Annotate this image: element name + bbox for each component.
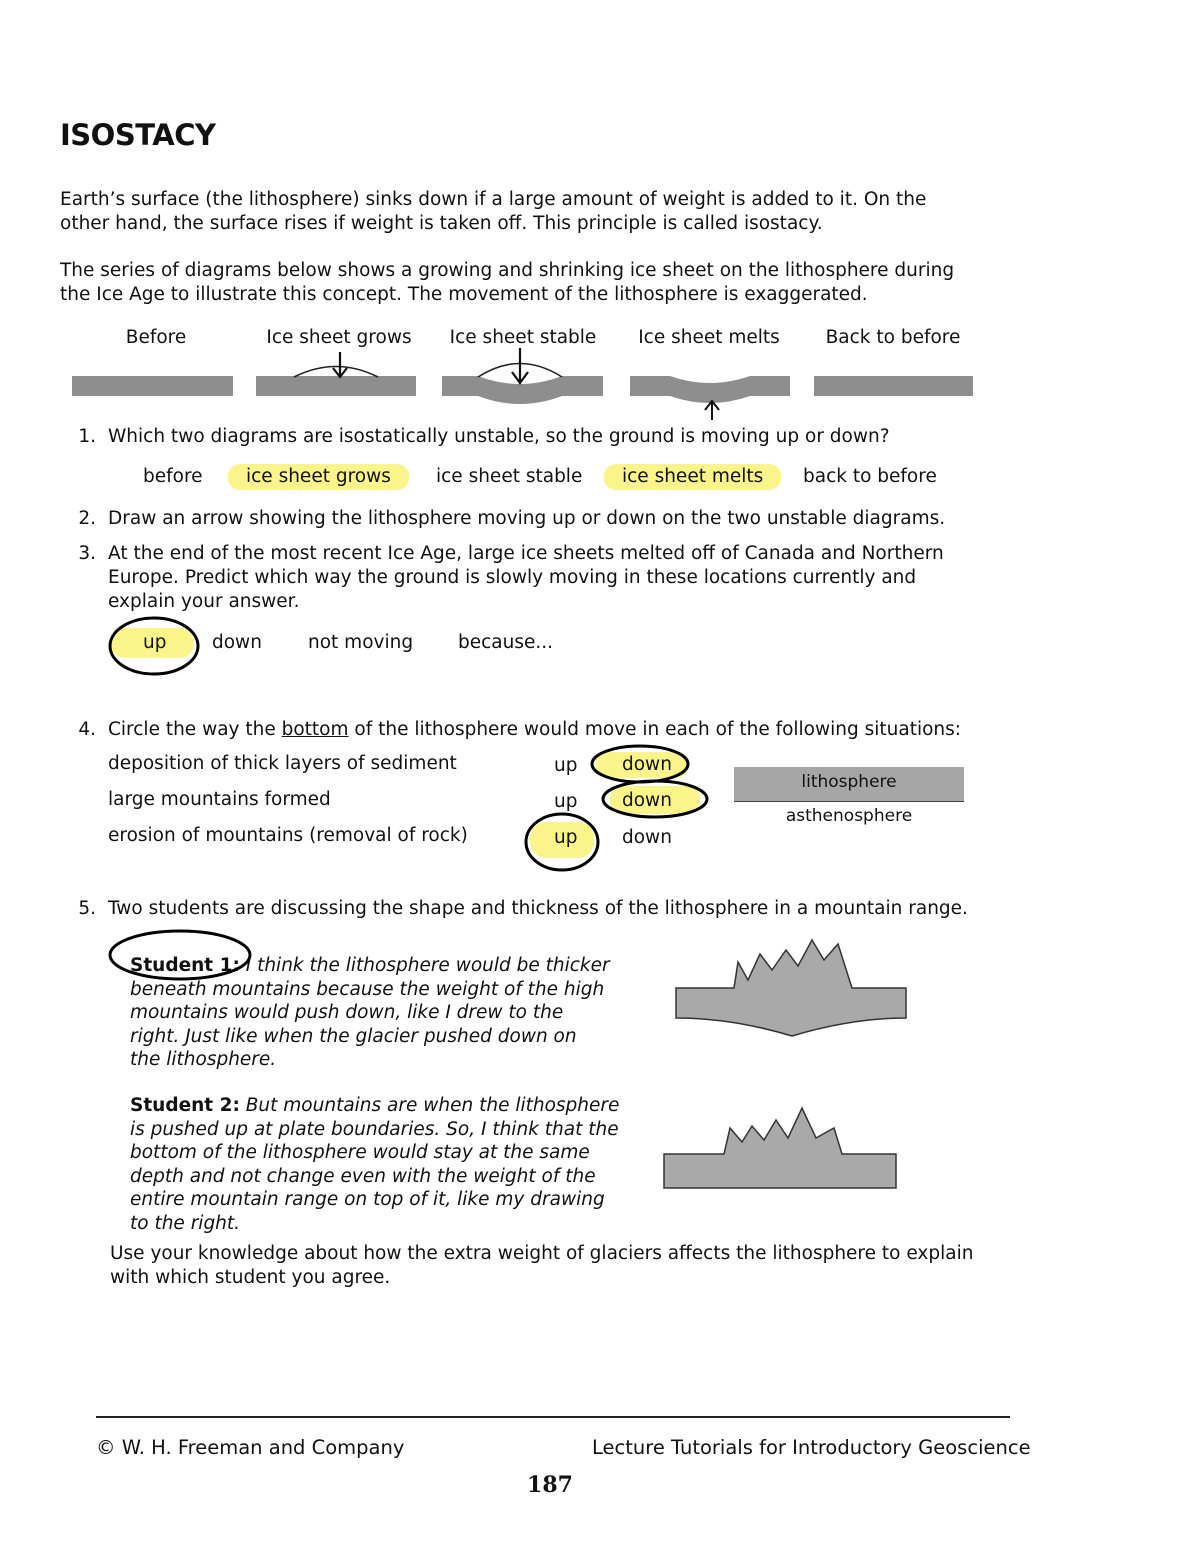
- diagram-label-before: Before: [125, 327, 187, 348]
- diagram-label-grows: Ice sheet grows: [266, 327, 412, 348]
- q3-line2: Europe. Predict which way the ground is slowly moving in these locations currently and: [108, 567, 917, 588]
- circle-q4-row3-up: [526, 814, 598, 870]
- footer-copyright: © W. H. Freeman and Company: [96, 1436, 405, 1459]
- diagram-label-stable: Ice sheet stable: [449, 327, 597, 348]
- q4-row3-situation: erosion of mountains (removal of rock): [108, 825, 468, 846]
- student1-statement: Student 1: I think the lithosphere would be thicker beneath mountains because the weight of the high mountains would push down, like I drew to the right. Just like when the glacier pushed down on the lithosphere.: [130, 955, 610, 1070]
- q3-option-down[interactable]: down: [212, 632, 262, 653]
- q5-conclusion: Use your knowledge about how the extra weight of glaciers affects the lithosphere to explain with which student you agree.: [110, 1243, 974, 1288]
- q2-number: 2.: [78, 508, 96, 529]
- q1-option-before[interactable]: before: [143, 466, 203, 487]
- asthenosphere-label: asthenosphere: [785, 806, 913, 826]
- q4-row2-up[interactable]: up: [554, 791, 578, 812]
- q4-row1-up[interactable]: up: [554, 755, 578, 776]
- circle-q4-row2-down: [603, 781, 707, 817]
- q4-text: Circle the way the bottom of the lithosphere would move in each of the following situations:: [108, 719, 962, 740]
- q4-underlined-word: bottom: [281, 719, 349, 740]
- diagram-label-melts: Ice sheet melts: [638, 327, 780, 348]
- q4-row2-down[interactable]: down: [622, 790, 672, 811]
- page-title: ISOSTACY: [60, 118, 216, 152]
- diagram-label-back: Back to before: [825, 327, 961, 348]
- intro-p2-line1: The series of diagrams below shows a growing and shrinking ice sheet on the lithosphere during: [60, 260, 955, 281]
- q3-number: 3.: [78, 543, 96, 564]
- student2-label: Student 2:: [130, 1095, 240, 1116]
- q4-number: 4.: [78, 719, 96, 740]
- student1-label: Student 1:: [130, 955, 240, 976]
- q3-line1: At the end of the most recent Ice Age, large ice sheets melted off of Canada and Northern: [108, 543, 944, 564]
- q1-option-back[interactable]: back to before: [803, 466, 937, 487]
- intro-p1-line2: other hand, the surface rises if weight is taken off. This principle is called isostacy.: [60, 213, 823, 234]
- footer-book-title: Lecture Tutorials for Introductory Geoscience: [592, 1436, 1031, 1459]
- q1-option-melts-highlighted[interactable]: ice sheet melts: [604, 464, 781, 490]
- q3-option-because: because...: [458, 632, 554, 653]
- intro-p1-line1: Earth’s surface (the lithosphere) sinks down if a large amount of weight is added to it. On the: [60, 189, 927, 210]
- student2-statement: Student 2: But mountains are when the lithosphere is pushed up at plate boundaries. So, I think that the bottom of the lithosphere would stay at the same depth and not change even with the weight of the entire mountain range on top of it, like my drawing to the right.: [130, 1095, 620, 1234]
- footer-divider: [96, 1416, 1010, 1418]
- q1-number: 1.: [78, 426, 96, 447]
- page-number: 187: [527, 1472, 573, 1498]
- circle-q4-row1-down: [592, 746, 688, 782]
- q1-option-stable[interactable]: ice sheet stable: [436, 466, 583, 487]
- circle-q3-up: [110, 618, 198, 674]
- intro-p2-line2: the Ice Age to illustrate this concept. The movement of the lithosphere is exaggerated.: [60, 284, 868, 305]
- q4-row3-up[interactable]: up: [554, 827, 578, 848]
- q1-option-grows-highlighted[interactable]: ice sheet grows: [228, 464, 409, 490]
- q3-option-up[interactable]: up: [143, 632, 167, 653]
- q2-text: Draw an arrow showing the lithosphere moving up or down on the two unstable diagrams.: [108, 508, 946, 529]
- q4-row1-situation: deposition of thick layers of sediment: [108, 753, 457, 774]
- q4-row1-down[interactable]: down: [622, 754, 672, 775]
- lithosphere-label: lithosphere: [801, 772, 897, 792]
- q4-row3-down[interactable]: down: [622, 827, 672, 848]
- q5-number: 5.: [78, 898, 96, 919]
- q3-line3: explain your answer.: [108, 591, 300, 612]
- q3-option-not-moving[interactable]: not moving: [308, 632, 414, 653]
- q4-row2-situation: large mountains formed: [108, 789, 331, 810]
- circle-student1: [110, 931, 250, 979]
- q5-text: Two students are discussing the shape and thickness of the lithosphere in a mountain range.: [108, 898, 968, 919]
- q1-text: Which two diagrams are isostatically unstable, so the ground is moving up or down?: [108, 426, 890, 447]
